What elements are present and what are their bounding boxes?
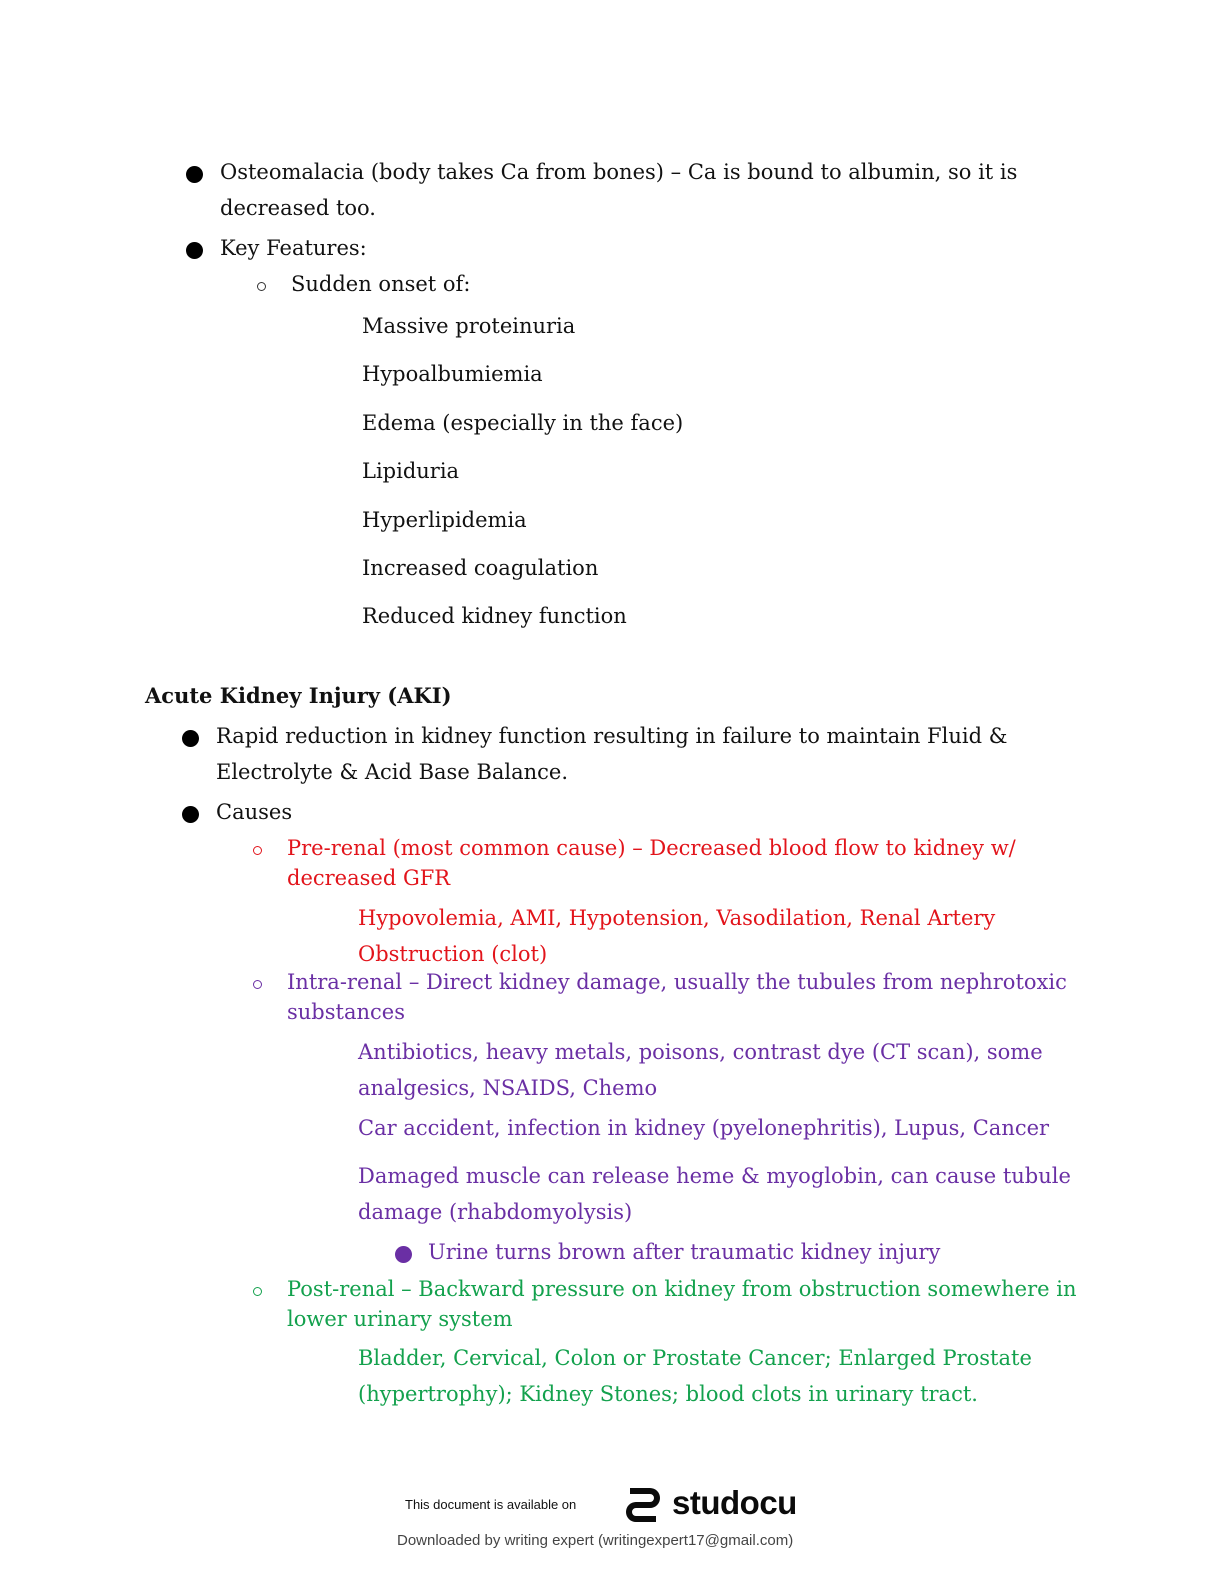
- postrenal-detail-line1: Bladder, Cervical, Colon or Prostate Cancer; Enlarged Prostate: [358, 1346, 1032, 1370]
- bullet-icon: [186, 242, 203, 259]
- postrenal-detail-line2: (hypertrophy); Kidney Stones; blood clots in urinary tract.: [358, 1382, 978, 1406]
- bullet-icon: [182, 806, 199, 823]
- bullet-icon: [395, 1246, 412, 1263]
- prerenal-detail-line1: Hypovolemia, AMI, Hypotension, Vasodilation, Renal Artery: [358, 906, 996, 930]
- circle-bullet-icon: [253, 980, 262, 989]
- circle-bullet-icon: [253, 1287, 262, 1296]
- aki-definition-line1: Rapid reduction in kidney function resulting in failure to maintain Fluid &: [216, 724, 1008, 748]
- aki-definition-line2: Electrolyte & Acid Base Balance.: [216, 760, 569, 784]
- osteomalacia-line1: Osteomalacia (body takes Ca from bones) – Ca is bound to albumin, so it is: [220, 160, 1018, 184]
- postrenal-line1: Post-renal – Backward pressure on kidney from obstruction somewhere in: [287, 1277, 1077, 1301]
- prerenal-detail-line2: Obstruction (clot): [358, 942, 548, 966]
- circle-bullet-icon: [253, 846, 262, 855]
- causes-label: Causes: [216, 800, 293, 824]
- intrarenal-detail1-line1: Antibiotics, heavy metals, poisons, contrast dye (CT scan), some: [358, 1040, 1043, 1064]
- intrarenal-detail3-line2: damage (rhabdomyolysis): [358, 1200, 633, 1224]
- bullet-icon: [186, 166, 203, 183]
- intrarenal-bullet: Urine turns brown after traumatic kidney injury: [428, 1240, 941, 1264]
- sudden-onset-label: Sudden onset of:: [291, 272, 471, 296]
- intrarenal-line1: Intra-renal – Direct kidney damage, usually the tubules from nephrotoxic: [287, 970, 1067, 994]
- bullet-icon: [182, 730, 199, 747]
- osteomalacia-line2: decreased too.: [220, 196, 376, 220]
- intrarenal-line2: substances: [287, 1000, 405, 1024]
- footer-downloaded-text: Downloaded by writing expert (writingexpert17@gmail.com): [397, 1532, 794, 1549]
- intrarenal-detail2: Car accident, infection in kidney (pyelonephritis), Lupus, Cancer: [358, 1116, 1050, 1140]
- footer-available-text: This document is available on: [405, 1497, 577, 1512]
- prerenal-line1: Pre-renal (most common cause) – Decreased blood flow to kidney w/: [287, 836, 1016, 860]
- prerenal-line2: decreased GFR: [287, 866, 451, 890]
- feature-item: Massive proteinuria: [362, 314, 576, 338]
- feature-item: Lipiduria: [362, 459, 460, 483]
- studocu-brand[interactable]: studocu: [672, 1484, 797, 1521]
- feature-item: Edema (especially in the face): [362, 411, 684, 435]
- intrarenal-detail1-line2: analgesics, NSAIDS, Chemo: [358, 1076, 658, 1100]
- intrarenal-detail3-line1: Damaged muscle can release heme & myoglobin, can cause tubule: [358, 1164, 1071, 1188]
- feature-item: Hypoalbumiemia: [362, 362, 543, 386]
- circle-bullet-icon: [257, 282, 266, 291]
- postrenal-line2: lower urinary system: [287, 1307, 513, 1331]
- feature-item: Reduced kidney function: [362, 604, 627, 628]
- aki-heading: Acute Kidney Injury (AKI): [145, 683, 452, 708]
- key-features-label: Key Features:: [220, 236, 367, 260]
- feature-item: Increased coagulation: [362, 556, 599, 580]
- feature-item: Hyperlipidemia: [362, 508, 527, 532]
- studocu-logo-icon: [620, 1482, 666, 1528]
